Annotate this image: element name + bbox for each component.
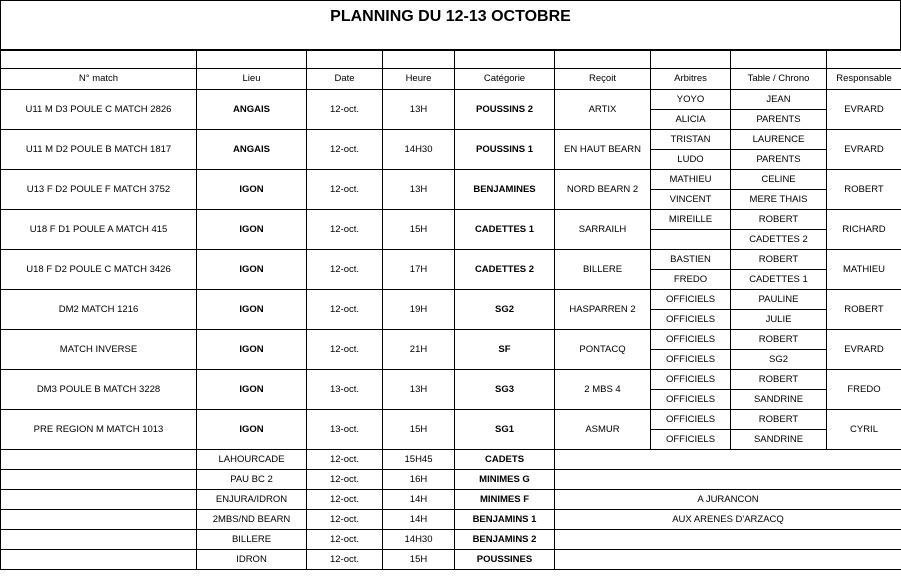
table-chrono-cell: ROBERT [731,250,827,270]
lieu-cell: ANGAIS [197,130,307,170]
date-cell: 12-oct. [307,510,383,530]
categorie-cell: BENJAMINS 2 [455,530,555,550]
categorie-cell: MINIMES G [455,470,555,490]
categorie-cell: CADETTES 1 [455,210,555,250]
table-chrono-cell: LAURENCE [731,130,827,150]
categorie-cell: BENJAMINES [455,170,555,210]
heure-cell: 16H [383,470,455,490]
categorie-cell: SG1 [455,410,555,450]
table-chrono-cell: PAULINE [731,290,827,310]
categorie-cell: CADETS [455,450,555,470]
match-number-cell: DM2 MATCH 1216 [1,290,197,330]
header-cell: Responsable [827,69,901,90]
table-chrono-cell: PARENTS [731,150,827,170]
arbitre-cell: OFFICIELS [651,370,731,390]
match-number-cell: U13 F D2 POULE F MATCH 3752 [1,170,197,210]
table-chrono-cell: MERE THAIS [731,190,827,210]
lieu-cell: IGON [197,250,307,290]
date-cell: 12-oct. [307,290,383,330]
arbitre-cell: OFFICIELS [651,330,731,350]
header-cell: Catégorie [455,69,555,90]
responsable-cell: CYRIL [827,410,901,450]
categorie-cell: POUSSINES [455,550,555,570]
note-cell [555,550,901,570]
heure-cell: 14H [383,510,455,530]
lieu-cell: ANGAIS [197,90,307,130]
match-number-cell: DM3 POULE B MATCH 3228 [1,370,197,410]
lieu-cell: IGON [197,290,307,330]
away-row [1,490,901,510]
lieu-cell: LAHOURCADE [197,450,307,470]
date-cell: 12-oct. [307,470,383,490]
empty-cell [1,490,197,510]
match-row [1,90,901,110]
empty-cell [1,470,197,490]
table-chrono-cell: SG2 [731,350,827,370]
table-chrono-cell: ROBERT [731,370,827,390]
heure-cell: 13H [383,370,455,410]
date-cell: 12-oct. [307,330,383,370]
responsable-cell: EVRARD [827,330,901,370]
header-cell: N° match [1,69,197,90]
lieu-cell: 2MBS/ND BEARN [197,510,307,530]
arbitre-cell: MATHIEU [651,170,731,190]
date-cell: 12-oct. [307,550,383,570]
arbitre-cell: LUDO [651,150,731,170]
spacer-row [1,51,901,69]
heure-cell: 13H [383,90,455,130]
categorie-cell: BENJAMINS 1 [455,510,555,530]
table-chrono-cell: JEAN [731,90,827,110]
heure-cell: 15H [383,550,455,570]
date-cell: 12-oct. [307,210,383,250]
recoit-cell: ASMUR [555,410,651,450]
note-cell [555,530,901,550]
heure-cell: 17H [383,250,455,290]
recoit-cell: BILLERE [555,250,651,290]
recoit-cell: NORD BEARN 2 [555,170,651,210]
arbitre-cell: VINCENT [651,190,731,210]
arbitre-cell: FREDO [651,270,731,290]
table-chrono-cell: CADETTES 2 [731,230,827,250]
match-row [1,250,901,270]
arbitre-cell: OFFICIELS [651,290,731,310]
table-chrono-cell: CELINE [731,170,827,190]
page-title: PLANNING DU 12-13 OCTOBRE [0,0,901,50]
planning-table [0,50,901,570]
table-chrono-cell: PARENTS [731,110,827,130]
table-chrono-cell: ROBERT [731,330,827,350]
arbitre-cell: TRISTAN [651,130,731,150]
match-row [1,130,901,150]
table-chrono-cell: SANDRINE [731,430,827,450]
categorie-cell: POUSSINS 1 [455,130,555,170]
match-number-cell: PRE REGION M MATCH 1013 [1,410,197,450]
match-number-cell: U11 M D3 POULE C MATCH 2826 [1,90,197,130]
lieu-cell: IGON [197,170,307,210]
categorie-cell: SG2 [455,290,555,330]
responsable-cell: EVRARD [827,130,901,170]
date-cell: 12-oct. [307,130,383,170]
responsable-cell: ROBERT [827,290,901,330]
heure-cell: 15H45 [383,450,455,470]
arbitre-cell: YOYO [651,90,731,110]
match-number-cell: U11 M D2 POULE B MATCH 1817 [1,130,197,170]
arbitre-cell: OFFICIELS [651,350,731,370]
away-row [1,470,901,490]
header-cell: Heure [383,69,455,90]
responsable-cell: RICHARD [827,210,901,250]
recoit-cell: SARRAILH [555,210,651,250]
note-cell [555,450,901,470]
empty-cell [1,550,197,570]
heure-cell: 14H30 [383,130,455,170]
table-chrono-cell: ROBERT [731,410,827,430]
match-row [1,170,901,190]
categorie-cell: POUSSINS 2 [455,90,555,130]
match-row [1,210,901,230]
heure-cell: 13H [383,170,455,210]
table-chrono-cell: CADETTES 1 [731,270,827,290]
away-row [1,510,901,530]
lieu-cell: IGON [197,370,307,410]
empty-cell [1,530,197,550]
match-row [1,410,901,430]
match-number-cell: U18 F D2 POULE C MATCH 3426 [1,250,197,290]
lieu-cell: IGON [197,210,307,250]
empty-cell [1,510,197,530]
table-chrono-cell: ROBERT [731,210,827,230]
categorie-cell: SG3 [455,370,555,410]
date-cell: 13-oct. [307,370,383,410]
date-cell: 12-oct. [307,90,383,130]
date-cell: 13-oct. [307,410,383,450]
date-cell: 12-oct. [307,250,383,290]
categorie-cell: MINIMES F [455,490,555,510]
date-cell: 12-oct. [307,450,383,470]
responsable-cell: FREDO [827,370,901,410]
lieu-cell: IGON [197,410,307,450]
arbitre-cell: OFFICIELS [651,410,731,430]
arbitre-cell: MIREILLE [651,210,731,230]
arbitre-cell: ALICIA [651,110,731,130]
lieu-cell: ENJURA/IDRON [197,490,307,510]
away-row [1,550,901,570]
match-number-cell: U18 F D1 POULE A MATCH 415 [1,210,197,250]
header-cell: Lieu [197,69,307,90]
arbitre-cell: OFFICIELS [651,430,731,450]
arbitre-cell: OFFICIELS [651,310,731,330]
categorie-cell: SF [455,330,555,370]
match-row [1,330,901,350]
note-cell [555,470,901,490]
lieu-cell: IGON [197,330,307,370]
away-row [1,530,901,550]
lieu-cell: PAU BC 2 [197,470,307,490]
arbitre-cell [651,230,731,250]
match-number-cell: MATCH INVERSE [1,330,197,370]
table-chrono-cell: SANDRINE [731,390,827,410]
date-cell: 12-oct. [307,170,383,210]
header-cell: Date [307,69,383,90]
note-cell: A JURANCON [555,490,901,510]
recoit-cell: HASPARREN 2 [555,290,651,330]
match-row [1,370,901,390]
header-cell: Reçoit [555,69,651,90]
arbitre-cell: BASTIEN [651,250,731,270]
match-row [1,290,901,310]
heure-cell: 21H [383,330,455,370]
header-cell: Arbitres [651,69,731,90]
away-row [1,450,901,470]
lieu-cell: BILLERE [197,530,307,550]
recoit-cell: PONTACQ [555,330,651,370]
empty-cell [1,450,197,470]
responsable-cell: EVRARD [827,90,901,130]
header-cell: Table / Chrono [731,69,827,90]
heure-cell: 14H [383,490,455,510]
date-cell: 12-oct. [307,530,383,550]
note-cell: AUX ARENES D'ARZACQ [555,510,901,530]
date-cell: 12-oct. [307,490,383,510]
recoit-cell: ARTIX [555,90,651,130]
header-row [1,69,901,90]
recoit-cell: 2 MBS 4 [555,370,651,410]
table-chrono-cell: JULIE [731,310,827,330]
recoit-cell: EN HAUT BEARN [555,130,651,170]
heure-cell: 14H30 [383,530,455,550]
heure-cell: 15H [383,210,455,250]
heure-cell: 15H [383,410,455,450]
lieu-cell: IDRON [197,550,307,570]
categorie-cell: CADETTES 2 [455,250,555,290]
responsable-cell: ROBERT [827,170,901,210]
heure-cell: 19H [383,290,455,330]
responsable-cell: MATHIEU [827,250,901,290]
arbitre-cell: OFFICIELS [651,390,731,410]
